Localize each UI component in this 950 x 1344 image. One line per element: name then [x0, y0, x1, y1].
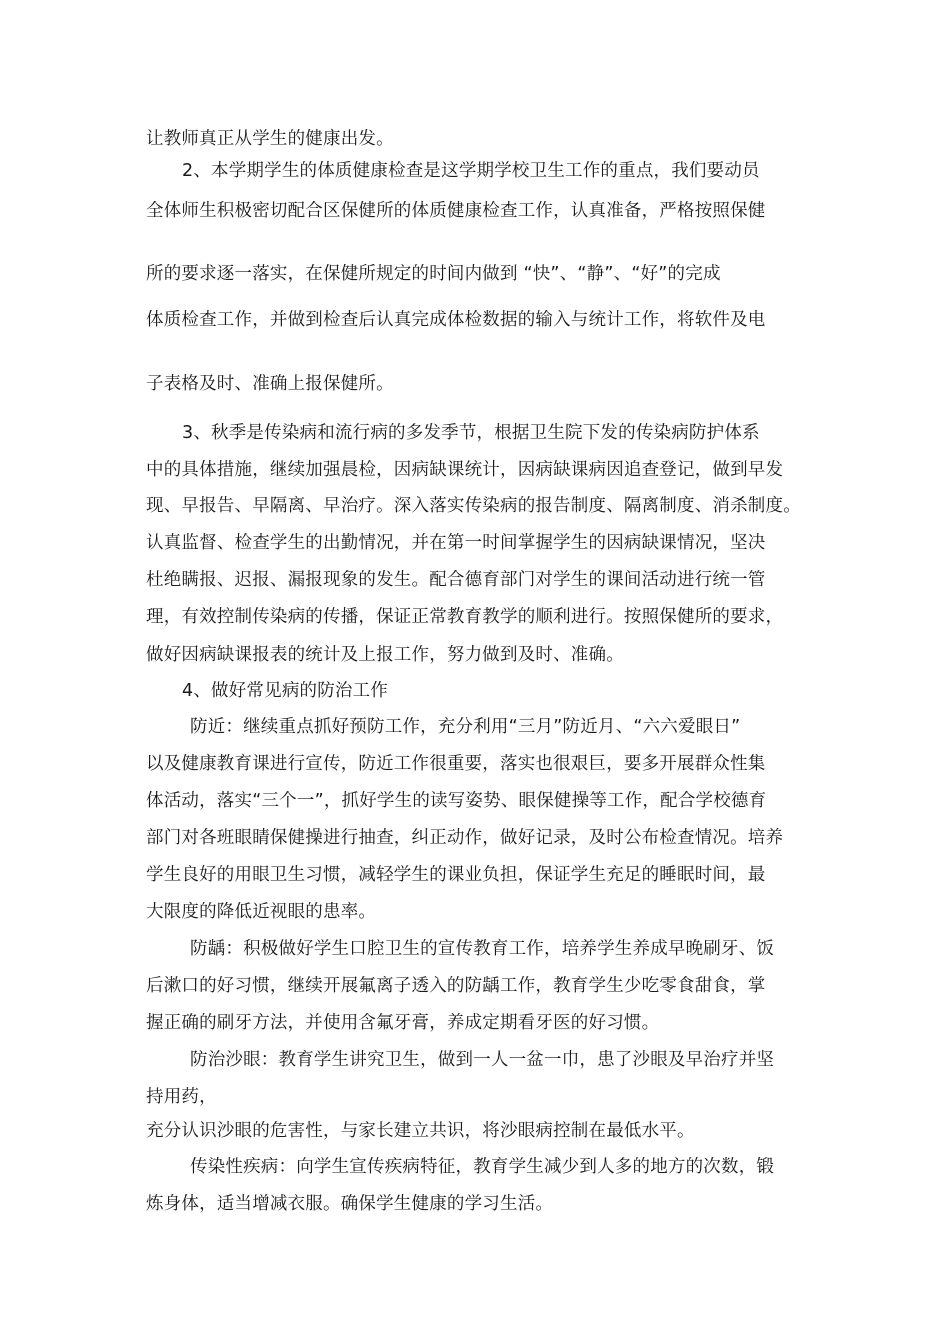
text-line: 充分认识沙眼的危害性，与家长建立共识，将沙眼病控制在最低水平。: [146, 1121, 695, 1141]
text-line: 让教师真正从学生的健康出发。: [146, 129, 394, 149]
text-line: 部门对各班眼睛保健操进行抽查，纠正动作，做好记录，及时公布检查情况。培养: [146, 828, 784, 848]
text-line: 体质检查工作，并做到检查后认真完成体检数据的输入与统计工作，将软件及电: [146, 310, 766, 330]
text-line: 防龋：积极做好学生口腔卫生的宣传教育工作，培养学生养成早晚刷牙、饭: [190, 939, 775, 959]
text-line: 3、秋季是传染病和流行病的多发季节，根据卫生院下发的传染病防护体系: [182, 423, 760, 443]
text-line: 2、本学期学生的体质健康检查是这学期学校卫生工作的重点，我们要动员: [182, 161, 760, 181]
text-line: 认真监督、检查学生的出勤情况，并在第一时间掌握学生的因病缺课情况，坚决: [146, 533, 766, 553]
text-line: 杜绝瞒报、迟报、漏报现象的发生。配合德育部门对学生的课间活动进行统一管: [146, 570, 766, 590]
text-line: 4、做好常见病的防治工作: [182, 681, 389, 701]
text-line: 子表格及时、准确上报保健所。: [146, 374, 394, 394]
text-line: 以及健康教育课进行宣传，防近工作很重要，落实也很艰巨，要多开展群众性集: [146, 754, 766, 774]
text-line: 体活动，落实“三个一”，抓好学生的读写姿势、眼保健操等工作，配合学校德育: [146, 791, 767, 811]
text-line: 传染性疾病：向学生宣传疾病特征，教育学生减少到人多的地方的次数，锻: [190, 1157, 775, 1177]
text-line: 防近：继续重点抓好预防工作，充分利用“三月”防近月、“六六爱眼日”: [190, 717, 741, 737]
text-line: 后漱口的好习惯，继续开展氟离子透入的防龋工作，教育学生少吃零食甜食，掌: [146, 976, 766, 996]
text-line: 大限度的降低近视眼的患率。: [146, 902, 377, 922]
text-line: 全体师生积极密切配合区保健所的体质健康检查工作，认真准备，严格按照保健: [146, 201, 766, 221]
text-line: 持用药，: [146, 1087, 217, 1107]
text-line: 防治沙眼：教育学生讲究卫生，做到一人一盆一巾，患了沙眼及早治疗并坚: [190, 1050, 775, 1070]
text-line: 做好因病缺课报表的统计及上报工作，努力做到及时、准确。: [146, 645, 624, 665]
text-line: 中的具体措施，继续加强晨检，因病缺课统计，因病缺课病因追查登记，做到早发: [146, 460, 784, 480]
text-line: 理，有效控制传染病的传播，保证正常教育教学的顺利进行。按照保健所的要求，: [146, 607, 784, 627]
text-line: 所的要求逐一落实，在保健所规定的时间内做到 “快”、“静”、“好”的完成: [146, 264, 721, 284]
text-line: 炼身体，适当增减衣服。确保学生健康的学习生活。: [146, 1194, 554, 1214]
text-line: 握正确的刷牙方法，并使用含氟牙膏，养成定期看牙医的好习惯。: [146, 1013, 660, 1033]
text-line: 现、早报告、早隔离、早治疗。深入落实传染病的报告制度、隔离制度、消杀制度。: [146, 496, 801, 516]
text-line: 学生良好的用眼卫生习惯，减轻学生的课业负担，保证学生充足的睡眠时间，最: [146, 865, 766, 885]
